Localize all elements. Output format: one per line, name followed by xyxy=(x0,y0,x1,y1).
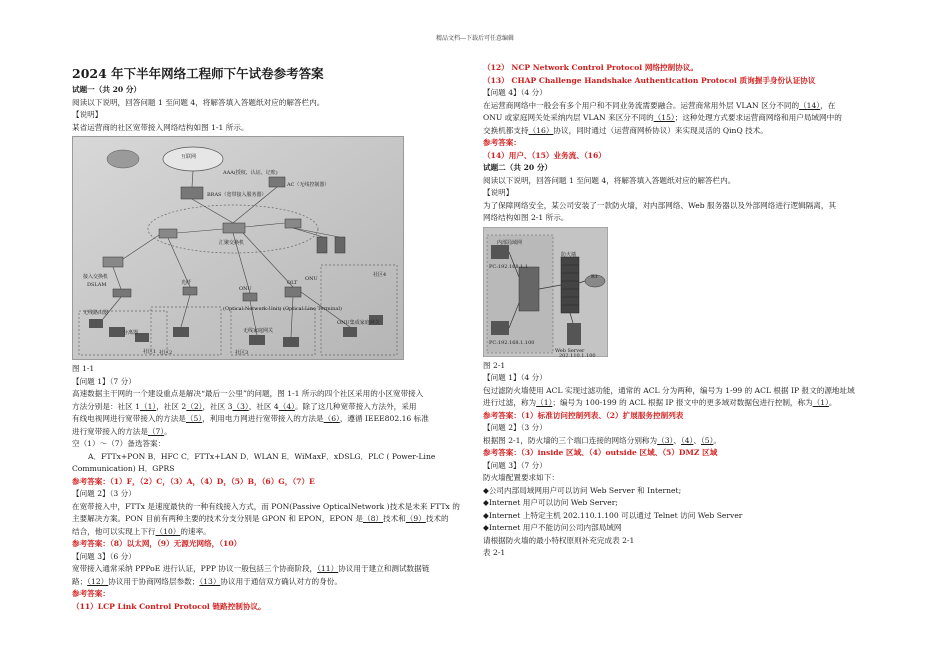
splitter-label: 分离器 xyxy=(123,330,139,336)
q2-problem1-line2: 进行过滤，称为（1）；编号为 100-199 的 ACL 根据 IP 报文中的更多域对数据包进行控制，称为（1）。 xyxy=(483,398,837,407)
dslam-icon xyxy=(113,289,131,297)
firewall-icon xyxy=(561,257,579,313)
problem3-answer-line2: （12） NCP Network Control Protocol 网络控制协议。 xyxy=(483,63,698,72)
problem1-answer: 参考答案：（1）F，（2）C，（3）A，（4）D，（5）B，（6）G，（7）E xyxy=(72,476,315,486)
q2-blank-2: （1） xyxy=(812,398,829,407)
ac-label: AC（无线控制器） xyxy=(287,182,330,188)
figure-1-1-caption: 图 1-1 xyxy=(72,364,95,373)
blank-10: （10） xyxy=(155,526,181,536)
wireless-gateway-label: 无线家庭网关 xyxy=(243,328,274,334)
core-switch-label: 汇聚交换机 xyxy=(219,240,245,246)
q2-problem2-answer: 参考答案：（3）inside 区域、（4）outside 区域、（5）DMZ 区域 xyxy=(483,448,718,457)
question2-intro: 阅读以下说明，回答问题 1 至问题 4，将解答填入答题纸对应的解答栏内。 xyxy=(483,175,736,185)
problem2-label: 【问题 2】（3 分） xyxy=(72,489,136,498)
blank-6: （6） xyxy=(323,414,340,423)
problem1-line4: 进行宽带接入的方法是（7）。 xyxy=(72,426,172,436)
requirement-1: ◆公司内部局域网用户可以访问 Web Server 和 Internet; xyxy=(483,485,682,495)
q2-problem2-label: 【问题 2】（3 分） xyxy=(483,423,547,432)
requirement-4: ◆Internet 用户不能访问公司内部局域网 xyxy=(483,523,622,532)
figure-2-1-firewall-network xyxy=(483,227,608,357)
problem4-line3: 交换机都支持（16）协议，同时通过（运营商网桥协议）来实现灵活的 QinQ 技术。 xyxy=(483,125,768,135)
problem2-line2: 主要解决方案。PON 目前有两种主要的技术分支分别是 GPON 和 EPON，EPON 是（8）技术和（9）技术的 xyxy=(72,514,449,523)
explain-label: 【说明】 xyxy=(72,110,103,119)
fiber-label: 光纤 xyxy=(181,280,192,286)
aggregation-switch-icon xyxy=(223,223,245,233)
olt-full-label: (Optical Line Terminal) xyxy=(283,306,342,312)
problem2-line3: 结合，他可以实现上下行（10）的速率。 xyxy=(72,526,211,536)
router-label: R1 xyxy=(591,273,598,280)
onu-gateway-label: ONU集成家庭网关 xyxy=(337,320,380,326)
onu-small-label: ONU xyxy=(305,276,318,282)
q2-problem3-line2: 请根据防火墙的最小特权原则补充完成表 2-1 xyxy=(483,535,635,545)
q2-problem1-line1: 包过滤防火墙使用 ACL 实现过滤功能，通常的 ACL 分为两种，编号为 1-99 的 ACL 根据 IP 报文的源地址域 xyxy=(483,385,855,395)
problem3-answer-line1: （11）LCP Link Control Protocol 链路控制协议。 xyxy=(72,601,266,611)
page-header: 精品文档---下载后可任意编辑 xyxy=(435,35,515,42)
district2-label: 社区2 xyxy=(159,350,173,356)
problem1-options-intro: 空（1）～（7）备选答案： xyxy=(72,439,166,448)
q2-blank-4: （4） xyxy=(680,435,694,445)
intranet-label: 内部局域网 xyxy=(497,239,523,246)
q2-blank-5: （5） xyxy=(700,435,714,445)
q2-problem2-line1: 根据图 2-1，防火墙的三个端口连接的网络分别称为（3）、（4）、（5）。 xyxy=(483,435,721,445)
blank-15: （15） xyxy=(653,113,675,122)
figure-2-1-caption: 图 2-1 xyxy=(483,360,506,370)
problem4-line2: ONU 或家庭网关处采纳内层 VLAN 来区分不同的（15）；这种处理方式要求运营商网络和用户局域网中的 xyxy=(483,113,842,122)
olt-label: OLT xyxy=(287,280,298,286)
problem4-answer-label: 参考答案： xyxy=(483,138,521,147)
document-title: 2024 年下半年网络工程师下午试卷参考答案 xyxy=(72,66,324,81)
problem1-options-line2: Communication) H．GPRS xyxy=(72,464,175,473)
requirement-2: ◆Internet 用户可以访问 Web Server; xyxy=(483,498,618,507)
district3-label: 社区3 xyxy=(235,350,249,356)
problem1-line1: 高速数据主干网的一个建设重点是解决“最后一公里”的问题，图 1-1 所示的四个社区采用的小区宽带接入 xyxy=(72,389,424,398)
q2-problem1-answer: 参考答案：（1）标准访问控制列表、（2）扩展服务控制列表 xyxy=(483,410,684,420)
pc1-label: PC:192.168.1.1 xyxy=(489,263,529,270)
wireless-router-label: 无线路由器 xyxy=(83,310,109,316)
q2-blank-1: （1） xyxy=(536,398,553,407)
bras-label: BRAS（宽带接入服务器） xyxy=(207,192,267,198)
district1-label: 社区1 xyxy=(143,349,157,355)
left-column xyxy=(72,60,472,613)
web-server-ip-label: 202.110.1.100 xyxy=(559,352,596,357)
blank-1: （1） xyxy=(140,401,157,411)
onu-full-label: (Optical Network Unit) xyxy=(223,306,282,312)
blank-4: （4） xyxy=(278,401,295,411)
bras-icon xyxy=(181,187,203,199)
problem3-answer-label: 参考答案： xyxy=(72,589,110,598)
problem3-line1: 宽带接入通常采纳 PPPoE 进行认证，PPP 协议一般包括三个协商阶段，（11）协议用于建立和测试数据链 xyxy=(72,564,430,573)
dslam-label: DSLAM xyxy=(87,282,107,288)
firewall-label: 防火墙 xyxy=(561,251,577,258)
question2-heading: 试题二（共 20 分） xyxy=(483,163,553,172)
blank-11: （11） xyxy=(317,564,339,573)
problem4-label: 【问题 4】（4 分） xyxy=(483,88,547,97)
problem1-line2: 方法分别是：社区 1（1），社区 2（2），社区 3（3），社区 4（4）。除了这几种宽带接入方法外，采用 xyxy=(72,401,417,411)
problem1-options-line1: A．FTTx+PON B．HFC C．FTTx+LAN D．WLAN E．WiMaxF．xDSLG．PLC ( Power-Line xyxy=(88,451,436,461)
question1-heading: 试题一（共 20 分） xyxy=(72,85,142,94)
blank-13: （13） xyxy=(199,576,221,586)
question2-explain-line1: 为了保障网络安全，某公司安装了一款防火墙，对内部网络、Web 服务器以及外部网络进行逻辑隔离，其 xyxy=(483,200,837,210)
table-2-1-caption: 表 2-1 xyxy=(483,548,506,557)
problem3-label: 【问题 3】（6 分） xyxy=(72,551,136,561)
problem4-answer: （14）用户、（15）业务流、（16） xyxy=(483,150,606,160)
switch-stack-icon xyxy=(519,267,539,311)
district4-label: 社区4 xyxy=(373,272,387,278)
access-switch-label: 接入交换机 xyxy=(83,274,109,280)
blank-5: （5） xyxy=(185,414,203,423)
explain-text: 某省运营商的社区宽带接入网络结构如图 1-1 所示。 xyxy=(72,122,249,132)
figure-1-1-broadband-network xyxy=(72,136,404,360)
problem4-line1: 在运营商网络中一般会有多个用户和不同业务流需要融合。运营商常用外层 VLAN 区分不同的（14），在 xyxy=(483,100,836,110)
problem1-label: 【问题 1】（7 分） xyxy=(72,376,136,386)
q2-problem3-label: 【问题 3】（7 分） xyxy=(483,460,547,470)
blank-8: （8） xyxy=(362,514,384,523)
internet-label: 互联网 xyxy=(181,154,197,160)
q2-problem1-label: 【问题 1】（4 分） xyxy=(483,373,547,382)
web-server-label: Web Server xyxy=(555,347,585,354)
problem2-answer: 参考答案：（8）以太网，（9）无源光网络，（10） xyxy=(72,539,242,548)
web-server-icon xyxy=(567,323,581,345)
right-column xyxy=(483,62,881,560)
question2-explain-line2: 网络结构如图 2-1 所示。 xyxy=(483,213,569,222)
blank-9: （9） xyxy=(405,514,426,523)
onu-label: ONU xyxy=(239,286,252,292)
pc2-label: PC:192.168.1.100 xyxy=(489,339,535,346)
question2-explain-label: 【说明】 xyxy=(483,188,514,197)
blank-12: （12） xyxy=(87,576,109,586)
blank-3: （3） xyxy=(232,401,249,411)
aaa-label: AAA(授权、认证、记账) xyxy=(223,170,278,176)
blank-7: （7） xyxy=(147,426,165,436)
problem2-line1: 在宽带接入中，FTTx 是速度最快的一种有线接入方式，而 PON(Passive OpticalNetwork )技术是未来 FTTx 的 xyxy=(72,501,460,511)
blank-14: （14） xyxy=(799,100,821,110)
requirement-3: ◆Internet 上特定主机 202.110.1.100 可以通过 Telnet 访问 Web Server xyxy=(483,510,743,520)
blank-2: （2） xyxy=(186,401,203,411)
blank-16: （16） xyxy=(528,125,554,135)
problem3-answer-line3: （13） CHAP Challenge Handshake Authentication Protocol 质询握手身份认证协议 xyxy=(483,75,816,85)
q2-blank-3: （3） xyxy=(657,435,674,445)
pc2-icon xyxy=(491,321,509,335)
problem3-line2: 路；（12）协议用于协商网络层参数；（13）协议用于通信双方确认对方的身份。 xyxy=(72,576,342,586)
problem1-line3: 有线电视网进行宽带接入的方法是（5），利用电力网进行宽带接入的方法是（6），遵循 IEEE802.16 标准 xyxy=(72,414,429,423)
question1-intro: 阅读以下说明，回答问题 1 至问题 4，将解答填入答题纸对应的解答栏内。 xyxy=(72,97,325,107)
q2-problem3-line1: 防火墙配置要求如下： xyxy=(483,473,559,482)
